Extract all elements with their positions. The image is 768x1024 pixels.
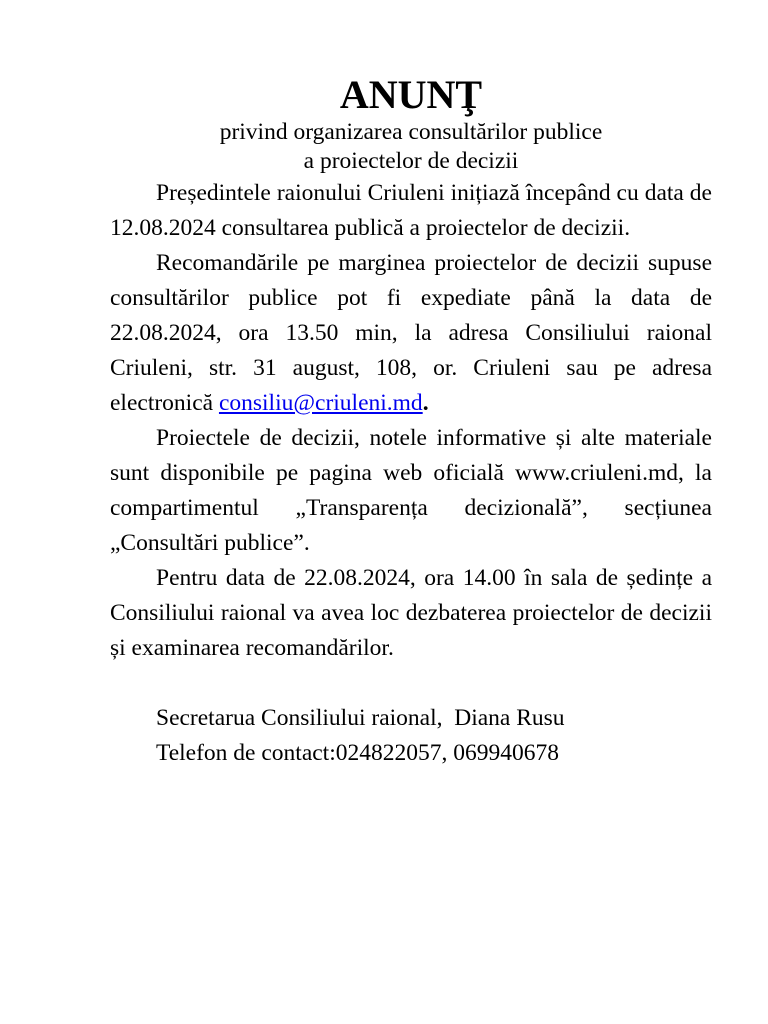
paragraph-materials: Proiectele de decizii, notele informative și alte materiale sunt disponibile pe pagina web oficială www.criuleni.md, la compartimentul „Transparența decizională”, secțiunea „Consultări publice”. [110, 425, 712, 556]
document-subtitle-line2: a proiectelor de decizii [303, 148, 519, 174]
contact-line: Telefon de contact:024822057, 069940678 [156, 740, 559, 766]
document-subtitle-line1: privind organizarea consultărilor publice [219, 119, 603, 145]
paragraph-recommendations [110, 246, 712, 421]
email-link[interactable]: consiliu@criuleni.md [218, 390, 423, 416]
announcement-document [110, 72, 712, 771]
paragraph-recommendations-text: Recomandările pe marginea proiectelor de decizii supuse consultărilor publice pot fi expediate până la data de 22.08.2024, ora 13.50 min, la adresa Consiliului raional Criuleni, str. 31 august, 108, or. Criuleni sau pe adresa electronică [110, 250, 712, 416]
document-title: ANUNŢ [339, 72, 483, 117]
signature-line: Secretarua Consiliului raional, Diana Rusu [156, 705, 565, 731]
paragraph-debate: Pentru data de 22.08.2024, ora 14.00 în sala de ședințe a Consiliului raional va avea loc dezbaterea proiectelor de decizii și examinarea recomandărilor. [110, 565, 712, 661]
paragraph-initiation: Președintele raionului Criuleni inițiază începând cu data de 12.08.2024 consultarea publică a proiectelor de decizii. [110, 180, 712, 241]
blank-line [110, 666, 712, 701]
paragraph-recommendations-end: . [422, 390, 429, 416]
